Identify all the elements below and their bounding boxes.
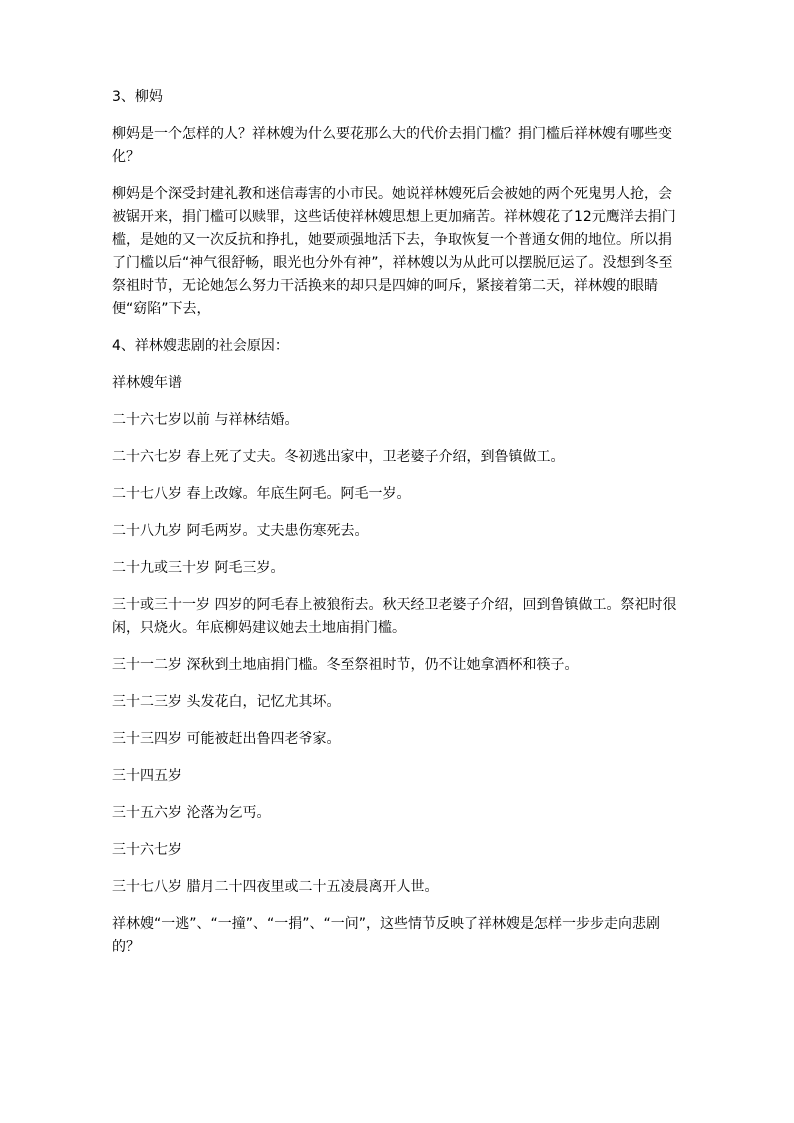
section-3-heading: 3、柳妈 (112, 89, 163, 105)
chronology-event: 春上改嫁。年底生阿毛。阿毛一岁。 (186, 486, 411, 502)
document-page (112, 86, 682, 973)
chronology-entry (112, 728, 682, 751)
section-3-answer: 柳妈是个深受封建礼教和迷信毒害的小市民。她说祥林嫂死后会被她的两个死鬼男人抢，会被锯开来，捐门槛可以赎罪，这些话使祥林嫂思想上更加痛苦。祥林嫂花了12元鹰洋去捐门槛，是她的又一次反抗和挣扎，她要顽强地活下去，争取恢复一个普通女佣的地位。所以捐了门槛以后“神气很舒畅，眼光也分外有神”，祥林嫂以为从此可以摆脱厄运了。没想到冬至祭祖时节，无论她怎么努力干活换来的却只是四婶的呵斥，紧接着第二天，祥林嫂的眼睛便“窈陷”下去， (112, 186, 676, 317)
chronology-entry (112, 409, 682, 432)
chronology-age: 三十六七岁 (112, 842, 182, 858)
chronology-entry (112, 520, 682, 543)
chronology-entry (112, 765, 682, 788)
chronology-event: 腊月二十四夜里或二十五凌晨离开人世。 (186, 879, 439, 895)
section-4-heading: 4、祥林嫂悲剧的社会原因： (112, 338, 289, 354)
chronology-event: 四岁的阿毛春上被狼衔去。秋天经卫老婆子介绍，回到鲁镇做工。祭祀时很闲，只烧火。年底柳妈建议她去土地庙捐门槛。 (112, 597, 677, 636)
chronology-age: 二十七八岁 (112, 486, 182, 502)
chronology-age: 三十或三十一岁 (112, 597, 210, 613)
chronology-entry (112, 654, 682, 677)
chronology-event: 沦落为乞丐。 (186, 805, 271, 821)
chronology-age: 三十四五岁 (112, 768, 182, 784)
chronology-entry (112, 483, 682, 506)
chronology-title: 祥林嫂年谱 (112, 375, 182, 391)
section-3-question: 柳妈是一个怎样的人？祥林嫂为什么要花那么大的代价去捐门槛？捐门槛后祥林嫂有哪些变化？ (112, 126, 672, 165)
chronology-event: 可能被赶出鲁四老爷家。 (186, 731, 341, 747)
chronology-entry (112, 557, 682, 580)
chronology-age: 三十七八岁 (112, 879, 182, 895)
chronology-age: 二十六七岁 (112, 449, 182, 465)
chronology-entry (112, 446, 682, 469)
chronology-entry (112, 594, 682, 640)
chronology-age: 二十六七岁以前 (112, 412, 210, 428)
chronology-event: 深秋到土地庙捐门槛。冬至祭祖时节，仍不让她拿酒杯和筷子。 (186, 657, 579, 673)
chronology-age: 三十一二岁 (112, 657, 182, 673)
chronology-event: 与祥林结婚。 (214, 412, 299, 428)
chronology-entry (112, 839, 682, 862)
chronology-age: 三十二三岁 (112, 694, 182, 710)
chronology-event: 阿毛三岁。 (214, 560, 285, 576)
chronology-age: 二十八九岁 (112, 523, 182, 539)
chronology-entry (112, 876, 682, 899)
chronology-event: 春上死了丈夫。冬初逃出家中，卫老婆子介绍，到鲁镇做工。 (186, 449, 565, 465)
chronology-entry (112, 802, 682, 825)
chronology-list (112, 409, 682, 899)
chronology-age: 三十三四岁 (112, 731, 182, 747)
chronology-event: 头发花白，记忆尤其坏。 (186, 694, 341, 710)
chronology-event: 阿毛两岁。丈夫患伤寒死去。 (186, 523, 369, 539)
chronology-age: 二十九或三十岁 (112, 560, 210, 576)
chronology-age: 三十五六岁 (112, 805, 182, 821)
chronology-entry (112, 691, 682, 714)
closing-question: 祥林嫂“一逃”、“一撞”、“一捐”、“一问”，这些情节反映了祥林嫂是怎样一步步走向悲剧的？ (112, 916, 661, 955)
